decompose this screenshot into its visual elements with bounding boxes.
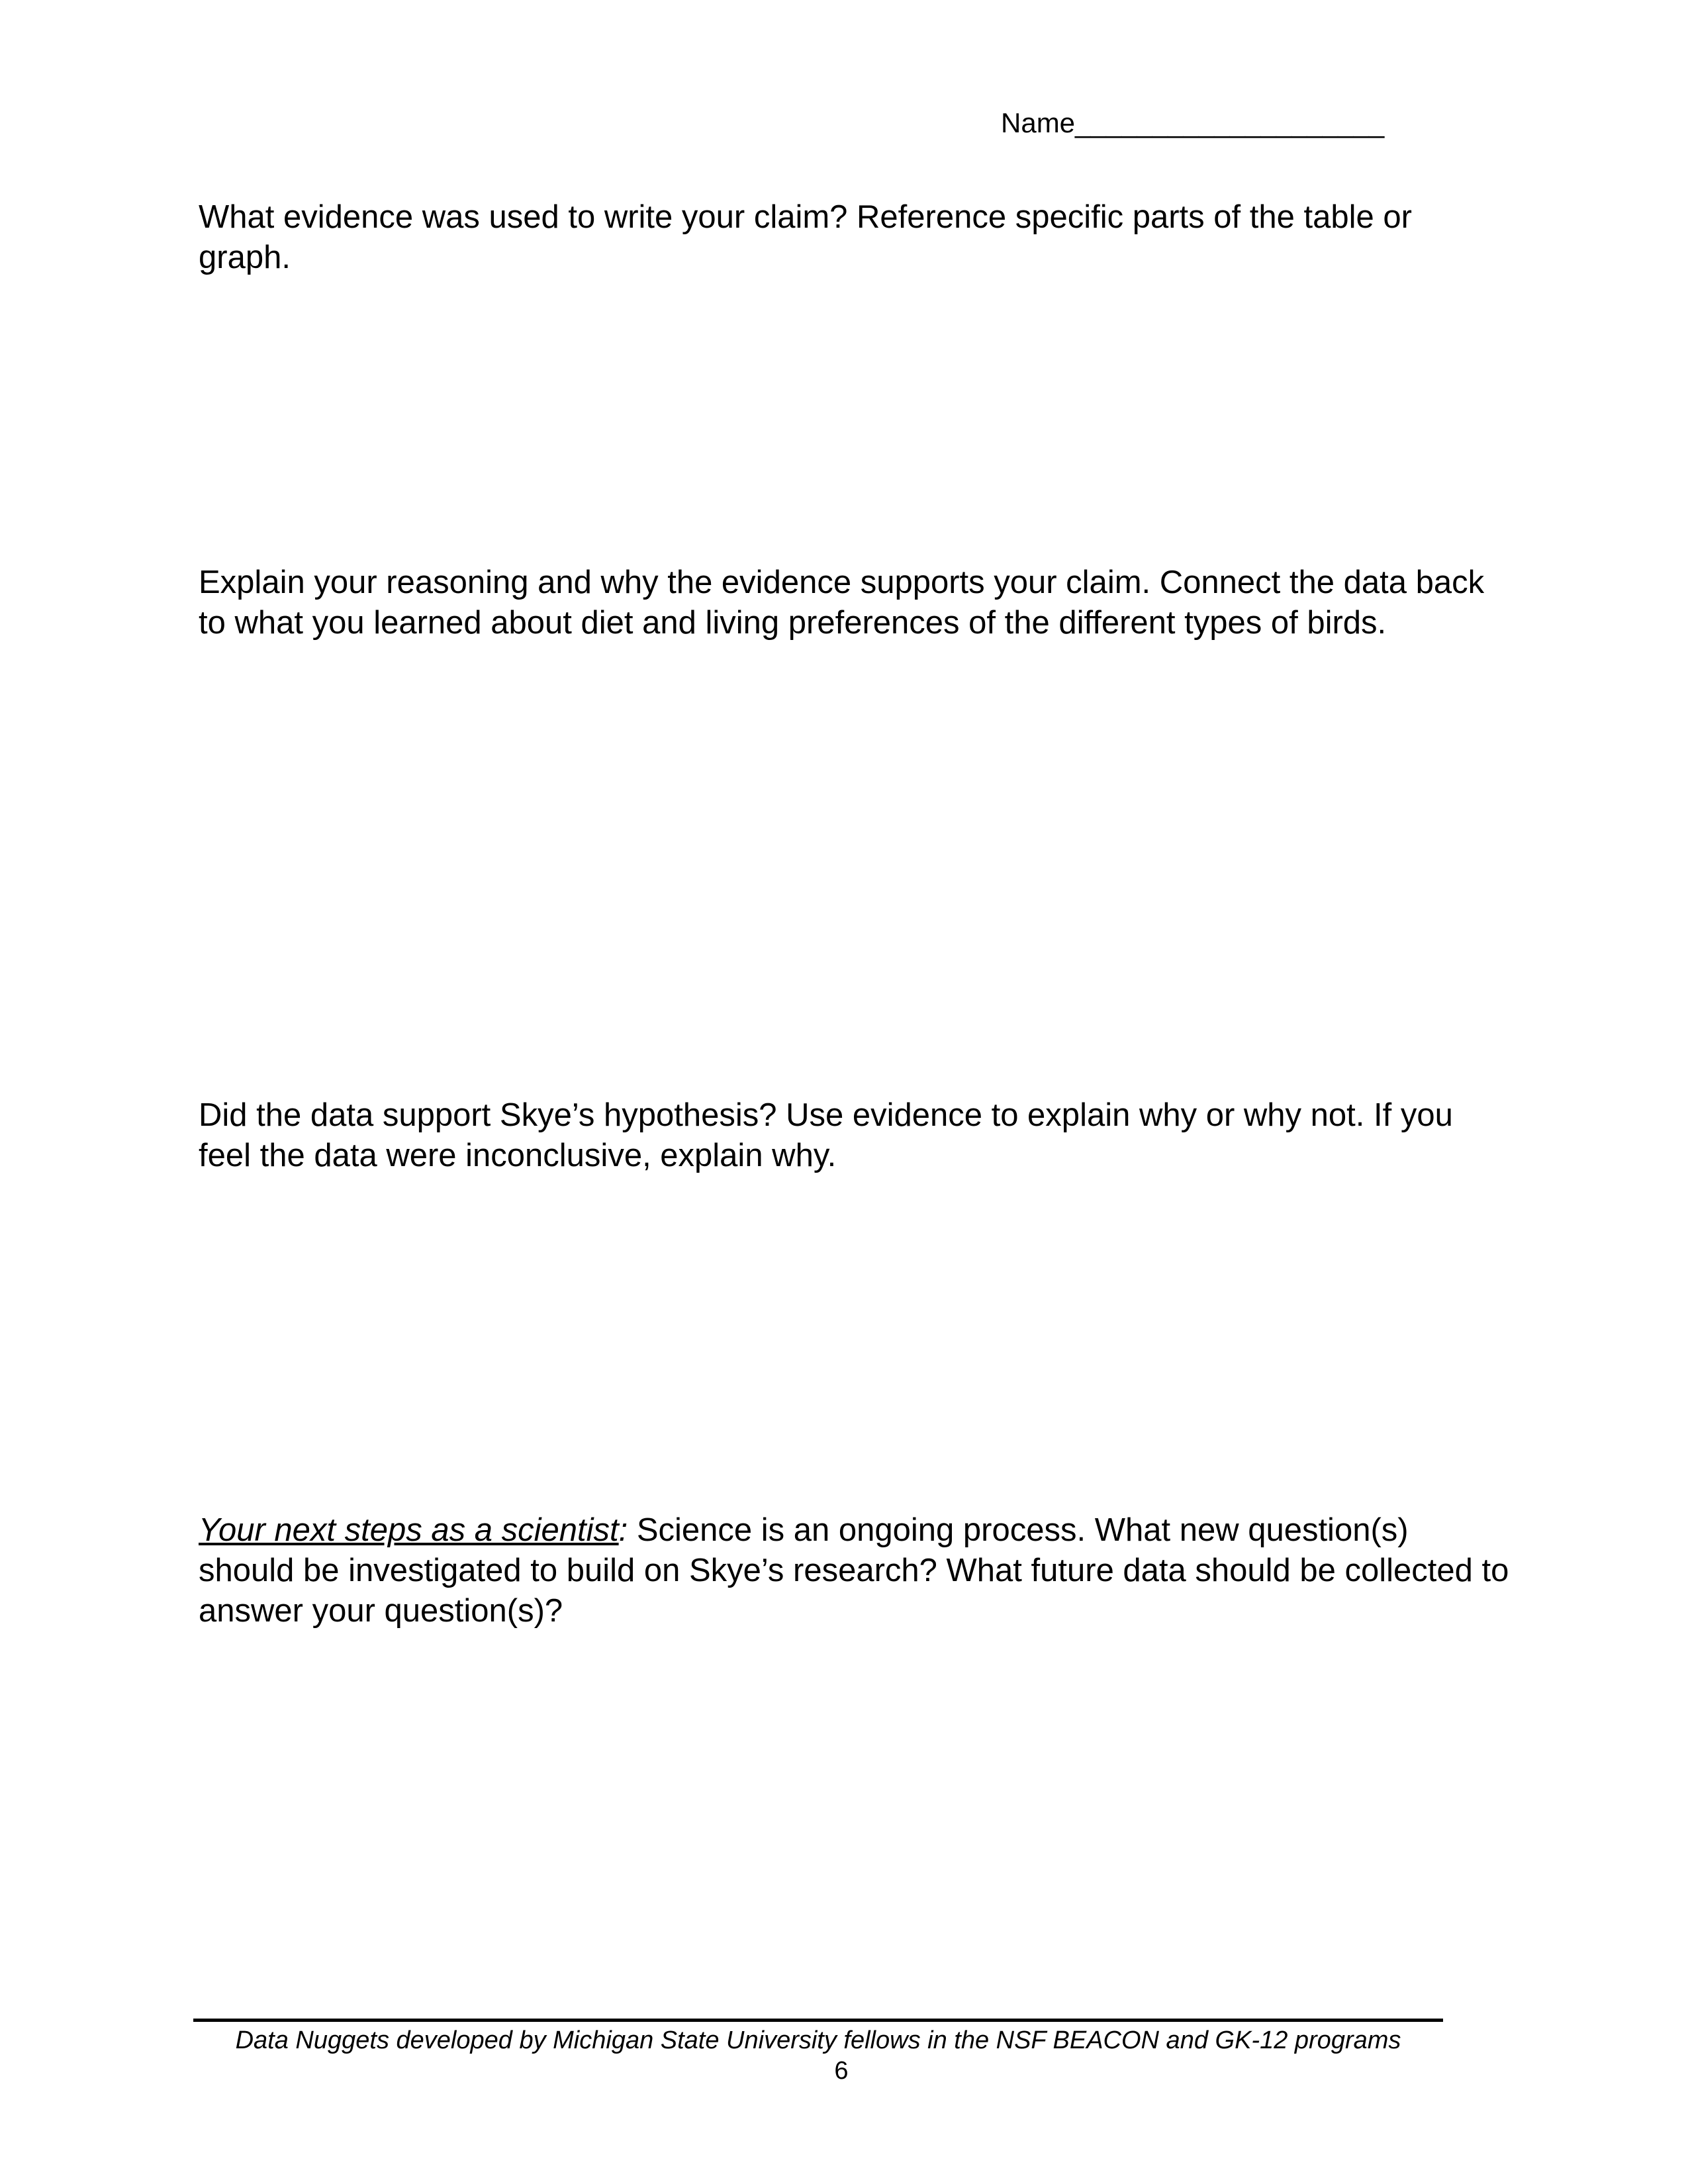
next-steps-question: [199, 1510, 1509, 1631]
next-steps-prompt: Science is an ongoing process. What new question(s) should be investigated to build on Skye’s research? What future data should be collected to answer your question(s)?: [199, 1512, 1509, 1629]
next-steps-label-colon: :: [618, 1512, 628, 1548]
page-number: 6: [834, 2057, 849, 2085]
evidence-question: What evidence was used to write your claim? Reference specific parts of the table or graph.: [199, 199, 1412, 275]
hypothesis-question: Did the data support Skye’s hypothesis? Use evidence to explain why or why not. If you feel the data were inconclusive, explain why.: [199, 1097, 1453, 1173]
student-name-field: Name____________________: [1001, 107, 1385, 138]
footer-divider: [193, 2019, 1443, 2022]
footer-credit: Data Nuggets developed by Michigan State University fellows in the NSF BEACON and GK-12 programs: [235, 2026, 1401, 2054]
reasoning-question: Explain your reasoning and why the evidence supports your claim. Connect the data back to what you learned about diet and living preferences of the different types of birds.: [199, 565, 1485, 641]
next-steps-label: Your next steps as a scientist: [199, 1512, 619, 1548]
